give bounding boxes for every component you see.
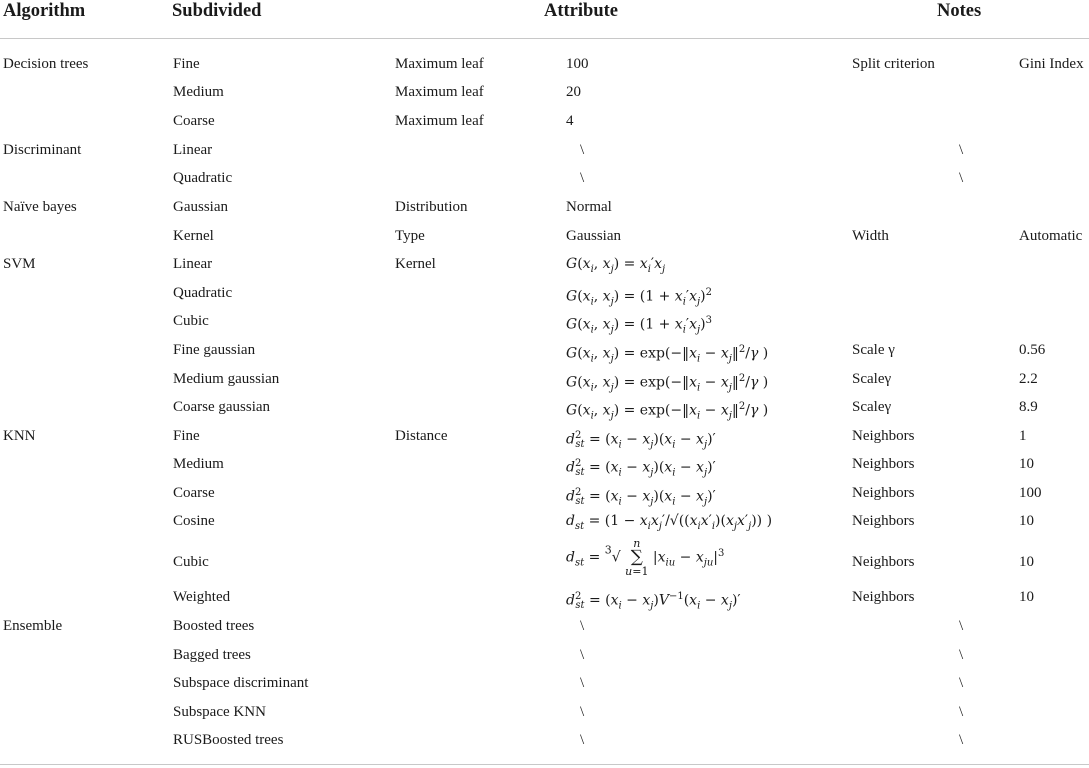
table-header [0,0,1089,38]
note-value-cell: 10 [1019,589,1034,605]
table-row [0,484,1089,506]
note-name-cell: Neighbors [852,485,915,501]
attribute-value-cell: $d^2_{st} = (x_i - x_j)(x_i - x_j)'$ [566,487,716,508]
attribute-value-cell: 20 [566,84,581,100]
table-row [0,731,1089,753]
attribute-value-cell: \ [580,704,585,720]
header-subdivided: Subdivided [172,1,262,21]
attribute-value-cell: \ [580,675,585,691]
note-name-cell: \ [959,732,964,748]
subdivided-cell: Fine [173,428,200,444]
attribute-name-cell: Maximum leaf [395,56,484,72]
note-name-cell: Neighbors [852,456,915,472]
attribute-value-cell: $d^2_{st} = (x_i - x_j)(x_i - x_j)'$ [566,430,716,451]
note-name-cell: Neighbors [852,589,915,605]
attribute-name-cell: Kernel [395,256,436,272]
subdivided-cell: Medium [173,456,224,472]
note-name-cell: \ [959,675,964,691]
attribute-value-cell: 100 [566,56,589,72]
header-attribute: Attribute [544,1,618,21]
table-row [0,341,1089,363]
attribute-value-cell: \ [580,732,585,748]
attribute-value-cell: $d^2_{st} = (x_i - x_j)V^{-1}(x_i - x_j)'$ [566,591,741,612]
note-value-cell: 10 [1019,513,1034,529]
note-name-cell: \ [959,142,964,158]
subdivided-cell: Kernel [173,228,214,244]
subdivided-cell: Medium [173,84,224,100]
table-row [0,198,1089,220]
subdivided-cell: Fine [173,56,200,72]
table-row [0,141,1089,163]
table-row [0,703,1089,725]
table-row [0,55,1089,77]
attribute-value-cell: $G(x_i$, $x_j$) = $\exp(-‖x_i$ − $x_j‖^2/\gamma$ ) [566,373,769,394]
attribute-value-cell: Gaussian [566,228,621,244]
subdivided-cell: Weighted [173,589,231,605]
table-row [0,227,1089,249]
attribute-value-cell: \ [580,618,585,634]
algorithm-cell: Ensemble [3,618,63,634]
table-row [0,255,1089,277]
attribute-name-cell: Distance [395,428,448,444]
subdivided-cell: Subspace discriminant [173,675,309,691]
attribute-value-cell: $G(x_i$, $x_j) = (1 + x_i'x_j)^2$ [566,287,712,308]
attribute-value-cell: $G(x_i$, $x_j) = (1 + x_i'x_j)^3$ [566,315,712,336]
attribute-name-cell: Maximum leaf [395,84,484,100]
subdivided-cell: Cubic [173,554,209,570]
subdivided-cell: Coarse gaussian [173,399,271,415]
note-value-cell: 2.2 [1019,371,1038,387]
table-row [0,398,1089,420]
note-name-cell: Split criterion [852,56,935,72]
note-value-cell: 1 [1019,428,1027,444]
note-value-cell: Automatic [1019,228,1083,244]
attribute-value-cell: $G(x_i$, $x_j) = x_i'x_j$ [566,256,666,275]
note-name-cell: \ [959,170,964,186]
table-row [0,312,1089,334]
attribute-value-cell: $d^2_{st} = (x_i - x_j)(x_i - x_j)'$ [566,458,716,479]
attribute-name-cell: Distribution [395,199,468,215]
bottom-rule [0,764,1089,765]
subdivided-cell: Quadratic [173,170,233,186]
attribute-value-cell: $d_{st} = ^3√$ n ∑ u=1 $|x_{iu} - x_{ju}|^3$ [566,537,725,578]
attribute-value-cell: Normal [566,199,612,215]
table-row [0,112,1089,134]
table-row [0,646,1089,668]
note-value-cell: 0.56 [1019,342,1046,358]
note-name-cell: \ [959,704,964,720]
note-name-cell: Neighbors [852,428,915,444]
note-name-cell: Width [852,228,889,244]
note-value-cell: Gini Index [1019,56,1084,72]
table-row [0,537,1089,584]
algorithm-cell: SVM [3,256,36,272]
table-row [0,83,1089,105]
subdivided-cell: Subspace KNN [173,704,266,720]
note-name-cell: Neighbors [852,513,915,529]
subdivided-cell: Quadratic [173,285,233,301]
note-name-cell: Neighbors [852,554,915,570]
header-notes: Notes [937,1,982,21]
table-row [0,427,1089,449]
note-name-cell: Scaleγ [852,371,892,387]
subdivided-cell: Gaussian [173,199,228,215]
attribute-value-cell: \ [580,647,585,663]
note-name-cell: Scaleγ [852,399,892,415]
algorithm-cell: Decision trees [3,56,89,72]
note-value-cell: 10 [1019,554,1034,570]
subdivided-cell: Cubic [173,313,209,329]
subdivided-cell: Medium gaussian [173,371,280,387]
table-row [0,674,1089,696]
attribute-value-cell: $G(x_i$, $x_j$) = $\exp(-‖x_i$ − $x_j‖^2/\gamma$ ) [566,344,769,365]
algorithm-cell: Naïve bayes [3,199,77,215]
note-value-cell: 100 [1019,485,1042,501]
note-value-cell: 10 [1019,456,1034,472]
table-row [0,617,1089,639]
note-name-cell: \ [959,618,964,634]
subdivided-cell: RUSBoosted trees [173,732,284,748]
note-name-cell: \ [959,647,964,663]
algorithm-cell: KNN [3,428,36,444]
attribute-name-cell: Type [395,228,425,244]
subdivided-cell: Boosted trees [173,618,255,634]
subdivided-cell: Linear [173,142,213,158]
table-row [0,169,1089,191]
table-row [0,455,1089,477]
subdivided-cell: Coarse [173,485,215,501]
attribute-value-cell: \ [580,142,585,158]
table-row [0,512,1089,534]
note-name-cell: Scale γ [852,342,895,358]
subdivided-cell: Bagged trees [173,647,251,663]
algorithm-cell: Discriminant [3,142,82,158]
attribute-value-cell: $d_{st} = (1 - x_ix_j'/√((x_ix'_i)(x_jx'_j))$ ) [566,513,773,532]
subdivided-cell: Fine gaussian [173,342,256,358]
subdivided-cell: Cosine [173,513,215,529]
attribute-name-cell: Maximum leaf [395,113,484,129]
header-algorithm: Algorithm [3,1,86,21]
subdivided-cell: Coarse [173,113,215,129]
attribute-value-cell: \ [580,170,585,186]
subdivided-cell: Linear [173,256,213,272]
header-rule [0,38,1089,39]
note-value-cell: 8.9 [1019,399,1038,415]
attribute-value-cell: 4 [566,113,574,129]
table-row [0,588,1089,610]
attribute-value-cell: $G(x_i$, $x_j$) = $\exp(-‖x_i$ − $x_j‖^2/\gamma$ ) [566,401,769,422]
table-row [0,370,1089,392]
table-row [0,284,1089,306]
